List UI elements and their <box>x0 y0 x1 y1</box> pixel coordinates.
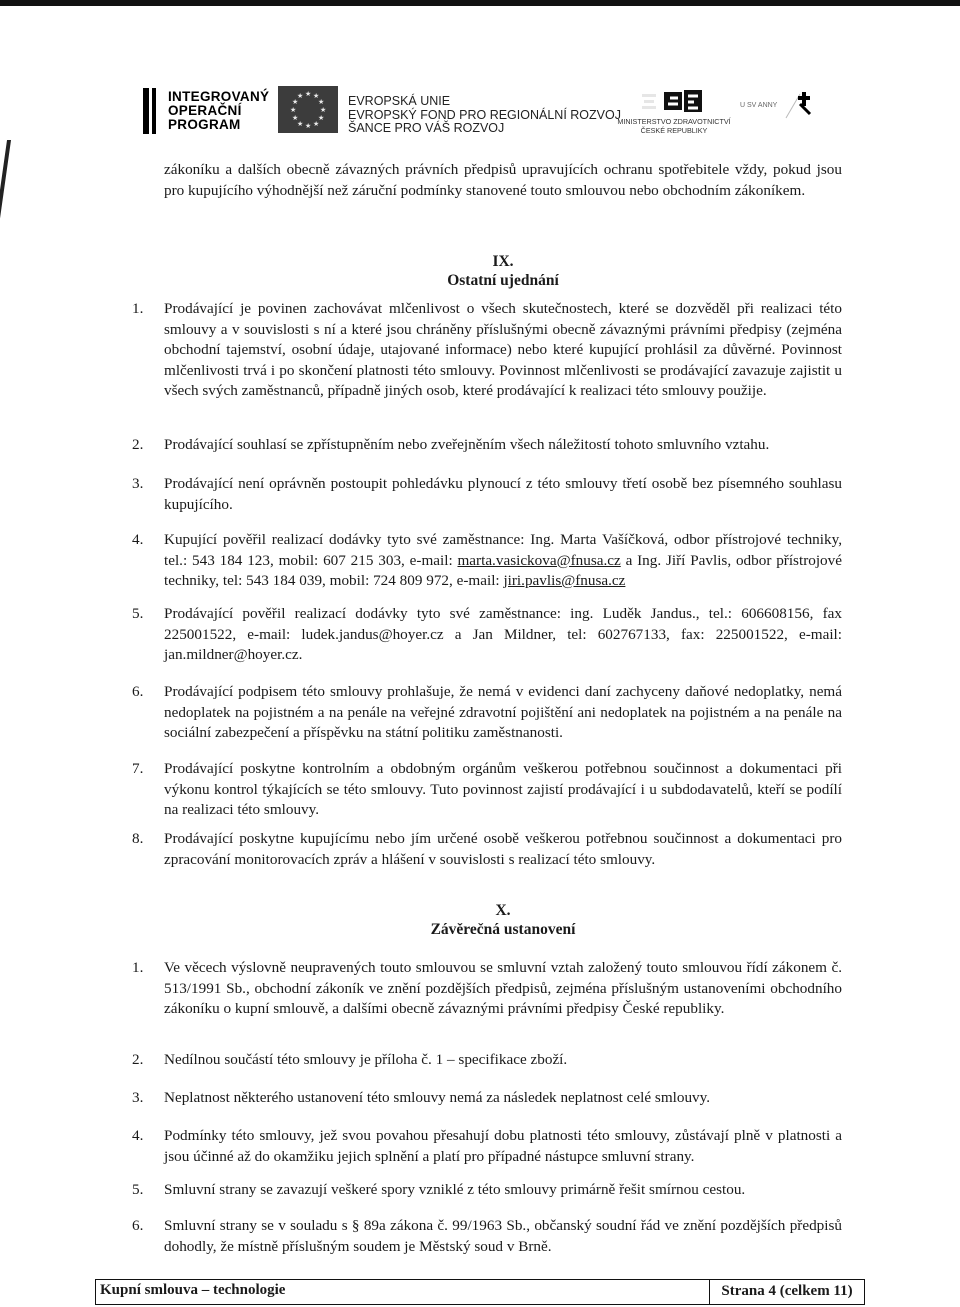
iop-line1: INTEGROVANÝ <box>168 89 270 104</box>
s10-item-4-number: 4. <box>132 1127 144 1144</box>
s9-item-5-text: Prodávající pověřil realizací dodávky tyto své zaměstnance: ing. Luděk Jandus., tel.: 606608156, fax 225001522, e-mail: ludek.jandus@hoyer.cz a Jan Mildner, tel: 602767133, fax: 225001522, e-mail: jan.mildner@hoyer.cz. <box>164 605 842 663</box>
iop-logo-bars <box>143 88 163 134</box>
s10-item-1-text: Ve věcech výslovně neupravených touto smlouvou se smluvní vztah založený touto smlouvou řídí zákonem č. 513/1991 Sb., obchodní zákoník ve znění pozdějších předpisů, zejména příslušným ustanoveními obchodního zákoníku o kupní smlouvě, a dalšími obecně závaznými právními předpisy České republiky. <box>164 959 842 1017</box>
svg-text:★: ★ <box>305 90 312 98</box>
page-footer <box>95 1279 865 1305</box>
s10-item-1-number: 1. <box>132 959 144 976</box>
hospital-logo-text: U SV ANNY <box>740 102 778 109</box>
s9-item-4-number: 4. <box>132 531 144 548</box>
s10-item-6-number: 6. <box>132 1217 144 1234</box>
svg-text:★: ★ <box>292 114 299 122</box>
s9-item-4-text-a: Kupující pověřil realizací dodávky tyto své zaměstnance: Ing. Marta Vašíčková, odbor přístrojové techniky, tel.: 543 184 123, mobil: 607 215 303, e-mail: <box>164 531 842 569</box>
s10-item-5-text: Smluvní strany se zavazují veškeré spory vzniklé z této smlouvy primárně řešit smírnou cestou. <box>164 1181 746 1198</box>
svg-text:★: ★ <box>320 106 327 114</box>
section-9-title: Ostatní ujednání <box>447 272 559 289</box>
iop-line3: PROGRAM <box>168 117 241 132</box>
hospital-cross-icon <box>780 88 816 124</box>
ministry-logo-text <box>612 117 736 135</box>
s10-item-2-text: Nedílnou součástí této smlouvy je příloha č. 1 – specifikace zboží. <box>164 1051 568 1068</box>
s10-item-3-number: 3. <box>132 1089 144 1106</box>
s9-item-6-number: 6. <box>132 683 144 700</box>
section-10-title: Závěrečná ustanovení <box>430 921 576 938</box>
s9-item-4-text <box>164 530 842 592</box>
svg-text:★: ★ <box>313 120 320 128</box>
s10-item-6-text: Smluvní strany se v souladu s § 89a zákona č. 99/1963 Sb., občanský soudní řád ve znění pozdějších předpisů dohodly, že místně příslušným soudem je Městský soud v Brně. <box>164 1217 842 1255</box>
eu-flag-icon <box>278 86 338 133</box>
s10-item-4-text: Podmínky této smlouvy, jež svou povahou přesahují dobu platnosti této smlouvy, zůstávají plně v platnosti a jsou účinné až do okamžiku jejich splnění a platí pro případné nástupce smluvní strany. <box>164 1127 842 1165</box>
eu-logo-text <box>348 95 621 136</box>
s9-item-5-number: 5. <box>132 605 144 622</box>
scan-edge-mark <box>0 140 11 240</box>
eu-line2: EVROPSKÝ FOND PRO REGIONÁLNÍ ROZVOJ <box>348 107 621 122</box>
eu-line3: ŠANCE PRO VÁŠ ROZVOJ <box>348 121 505 135</box>
svg-text:★: ★ <box>290 106 297 114</box>
intro-paragraph: zákoníku a dalších obecně závazných právních předpisů upravujících ochranu spotřebitele vždy, pokud jsou pro kupujícího výhodnější než záruční podmínky stanovené touto smlouvou nebo obchodním zákoníkem. <box>164 161 842 199</box>
s9-item-7-text: Prodávající poskytne kontrolním a obdobným orgánům veškerou potřebnou součinnost a dokumentaci při výkonu kontrol týkajících se této smlouvy. Tuto povinnost zajistí prodávající i u subdodavatelů, kteří se podílí na realizaci této smlouvy. <box>164 760 842 818</box>
s10-item-2-number: 2. <box>132 1051 144 1068</box>
eu-line1: EVROPSKÁ UNIE <box>348 94 451 108</box>
s9-item-3-number: 3. <box>132 475 144 492</box>
s9-item-3-text: Prodávající není oprávněn postoupit pohledávku plynoucí z této smlouvy třetí osobě bez písemného souhlasu kupujícího. <box>164 475 842 513</box>
s9-item-6-text: Prodávající podpisem této smlouvy prohlašuje, že nemá v evidenci daní zachyceny daňové nedoplatky, nemá nedoplatek na pojistném a na penále na veřejné zdravotní pojištění ani nedoplatek na pojistném a na penále na sociální zabezpečení a příspěvku na státní politiku zaměstnanosti. <box>164 683 842 741</box>
s9-item-2-text: Prodávající souhlasí se zpřístupněním nebo zveřejněním všech náležitostí tohoto smluvního vztahu. <box>164 436 770 453</box>
s10-item-3-text: Neplatnost některého ustanovení této smlouvy nemá za následek neplatnost celé smlouvy. <box>164 1089 711 1106</box>
s9-item-8-number: 8. <box>132 830 144 847</box>
s9-item-2-number: 2. <box>132 436 144 453</box>
footer-document-title: Kupní smlouva – technologie <box>100 1282 286 1298</box>
svg-text:★: ★ <box>318 114 325 122</box>
iop-line2: OPERAČNÍ <box>168 103 242 118</box>
ministry-line1: MINISTERSTVO ZDRAVOTNICTVÍ <box>617 117 731 126</box>
s9-item-4-text-b: a Ing. Jiří Pavlis, odbor přístrojové techniky, tel: 543 184 039, mobil: 724 809 972, e-mail: <box>164 551 842 589</box>
svg-text:★: ★ <box>297 120 304 128</box>
svg-text:★: ★ <box>292 98 299 106</box>
iop-logo-text <box>168 90 269 132</box>
svg-text:★: ★ <box>305 122 312 130</box>
section-9-number: IX. <box>492 253 514 270</box>
s9-item-1-text: Prodávající je povinen zachovávat mlčenlivost o všech skutečnostech, které se dozvěděl při realizaci této smlouvy a v souvislosti s ní a které jsou chráněny příslušnými obecně závaznými právními předpisy (zejména obchodní tajemství, osobní údaje, utajované informace) nebo které kupující prohlásil za důvěrné. Povinnost mlčenlivosti trvá i po skončení platnosti této smlouvy. Povinnost mlčenlivosti se prodávající zavazuje zajistit u všech svých zaměstnanců, případně jiných osob, které prodávající k realizaci této smlouvy použije. <box>164 300 842 399</box>
s9-item-1-number: 1. <box>132 300 144 317</box>
s10-item-5-number: 5. <box>132 1181 144 1198</box>
footer-page-number: Strana 4 (celkem 11) <box>709 1280 864 1304</box>
email-link-vasickova[interactable]: marta.vasickova@fnusa.cz <box>457 551 621 569</box>
svg-text:★: ★ <box>297 92 304 100</box>
ministry-logo-icon <box>640 86 704 116</box>
section-10-number: X. <box>495 902 511 919</box>
ministry-line2: ČESKÉ REPUBLIKY <box>640 126 708 135</box>
svg-text:★: ★ <box>318 98 325 106</box>
top-scan-rule <box>0 0 960 6</box>
email-link-pavlis[interactable]: jiri.pavlis@fnusa.cz <box>503 572 626 589</box>
s9-item-7-number: 7. <box>132 760 144 777</box>
s9-item-8-text: Prodávající poskytne kupujícímu nebo jím určené osobě veškerou potřebnou součinnost a dokumentaci pro zpracování monitorovacích zpráv a hlášení v souvislosti s realizací této smlouvy. <box>164 830 842 868</box>
hospital-logo <box>740 86 820 126</box>
svg-text:★: ★ <box>313 92 320 100</box>
